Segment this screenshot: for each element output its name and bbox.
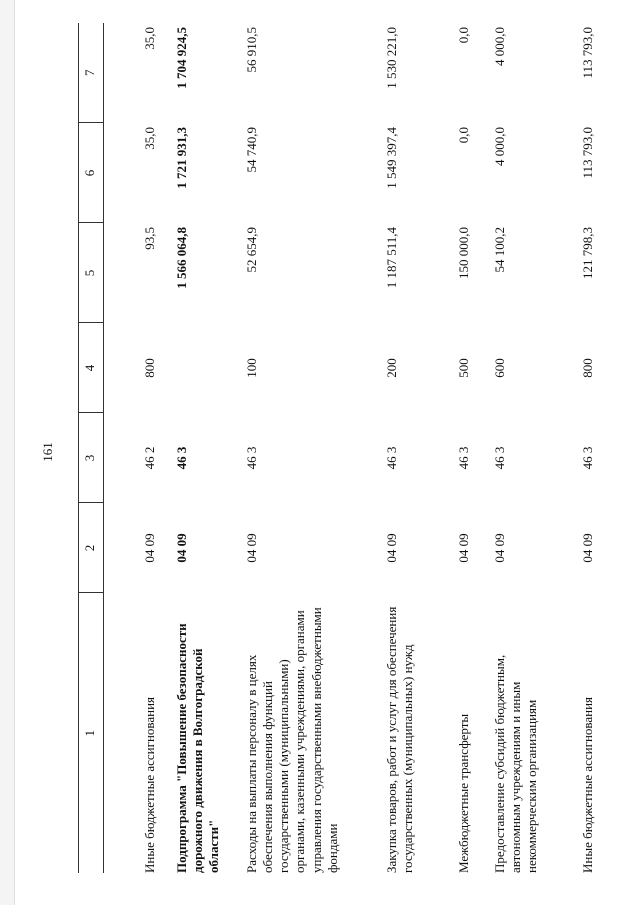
row-value-5: 54 100,2 [491,227,507,273]
table-row [244,23,384,873]
row-value-7: 4 000,0 [491,27,507,66]
row-name: Расходы на выплаты персоналу в целях обеспечения выполнения функций государственными (муниципальными) органами, казенными учреждениями, органами управления государственными внебюджетными фондами [243,607,340,873]
row-section: 04 09 [579,533,595,563]
row-value-7: 56 910,5 [243,27,259,73]
page-number: 161 [40,442,55,462]
row-value-5: 1 187 511,4 [383,227,399,289]
row-target: 46 2 [142,446,157,470]
row-type: 100 [243,358,259,378]
row-section: 04 09 [142,533,157,563]
row-value-6: 35,0 [142,127,157,150]
row-value-6: 113 793,0 [579,127,595,179]
row-name: Предоставление субсидий бюджетным, автономным учреждениям и иным некоммерческим организациям [491,654,539,873]
row-value-5: 52 654,9 [243,227,259,273]
header-col-3: 3 [79,413,104,503]
row-name: Иные бюджетные ассигнования [579,696,595,873]
row-type: 600 [491,358,507,378]
row-name: Закупка товаров, работ и услуг для обеспечения государственных (муниципальных) нужд [383,606,415,873]
row-name: Подпрограмма "Повышение безопасности дорожного движения в Волгоградской области" [173,623,221,873]
header-row [79,23,104,873]
table-row [456,23,492,873]
table-row [580,23,610,873]
row-name: Иные бюджетные ассигнования [142,696,157,873]
table-row [174,23,244,873]
row-target: 46 3 [579,446,595,470]
row-value-7: 0,0 [455,27,471,44]
header-col-1: 1 [79,593,104,873]
header-col-4: 4 [79,323,104,413]
row-value-5: 93,5 [142,227,157,250]
row-type: 200 [383,358,399,378]
row-target: 46 3 [243,446,259,470]
row-value-6: 4 000,0 [491,127,507,166]
row-value-6: 1 549 397,4 [383,127,399,189]
row-target: 46 3 [491,446,507,470]
row-section: 04 09 [173,533,189,563]
row-value-7: 113 793,0 [579,27,595,79]
row-value-5: 121 798,3 [579,227,595,279]
header-col-7: 7 [79,23,104,123]
row-value-5: 1 566 064,8 [173,227,189,289]
row-name: Межбюджетные трансферты [455,713,471,873]
row-target: 46 3 [383,446,399,470]
row-target: 46 3 [173,446,189,470]
row-value-6: 54 740,9 [243,127,259,173]
row-section: 04 09 [491,533,507,563]
row-target: 46 3 [455,446,471,470]
row-section: 04 09 [243,533,259,563]
row-value-6: 0,0 [455,127,471,144]
row-value-7: 1 704 924,5 [173,27,189,89]
row-value-5: 150 000,0 [455,227,471,279]
row-type [174,323,244,413]
header-col-6: 6 [79,123,104,223]
row-section: 04 09 [383,533,399,563]
row-section: 04 09 [455,533,471,563]
row-value-7: 35,0 [142,27,157,50]
row-type: 800 [142,358,157,378]
row-type: 800 [579,358,595,378]
header-col-5: 5 [79,223,104,323]
budget-table [78,23,610,873]
table-row [104,23,174,873]
table-row [384,23,456,873]
row-type: 500 [455,358,471,378]
row-value-7: 1 530 221,0 [383,27,399,89]
table-row [492,23,580,873]
row-value-6: 1 721 931,3 [173,127,189,189]
header-col-2: 2 [79,503,104,593]
